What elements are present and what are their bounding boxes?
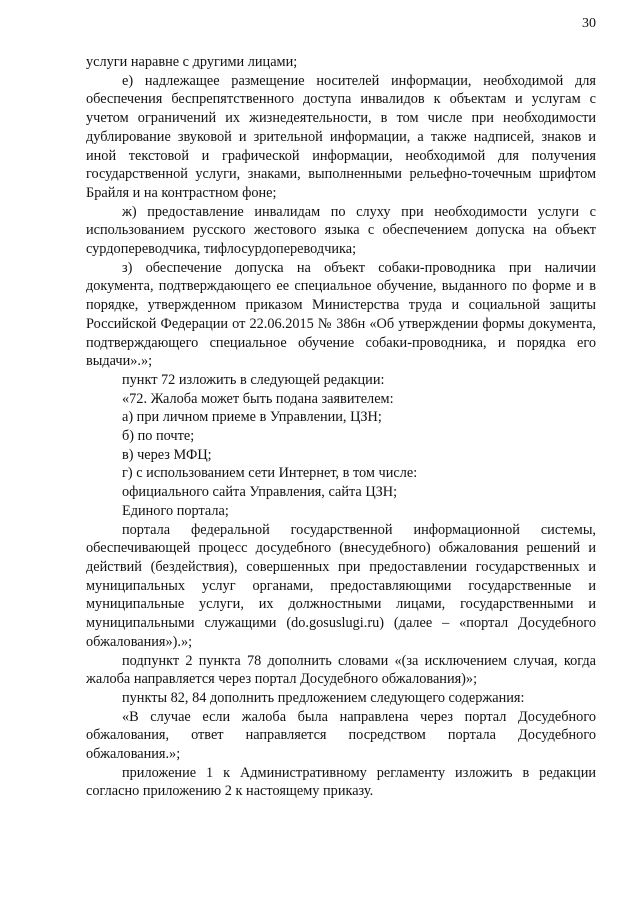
paragraph-72-federal-portal: портала федеральной государственной информационной системы, обеспечивающей процесс досудебного (внесудебного) обжалования решений и действий (бездействия), совершенных при предоставлении государственных и муниципальных услуг органами, предоставляющими государственные и муниципальные услуги, их должностными лицами, государственными и муниципальными служащими (do.gosuslugi.ru) (далее – «портал Досудебного обжалования»).»; xyxy=(86,521,596,650)
page-number: 30 xyxy=(582,16,596,31)
paragraph-72-single-portal: Единого портала; xyxy=(122,502,229,519)
paragraph-72-a: а) при личном приеме в Управлении, ЦЗН; xyxy=(122,409,382,426)
paragraph-amend-72: пункт 72 изложить в следующей редакции: xyxy=(122,371,385,388)
paragraph-item-z: з) обеспечение допуска на объект собаки-проводника при наличии документа, подтверждающего ее специальное обучение, выданного по форме и в порядке, утвержденном приказом Министерства труда и социальной защиты Российской Федерации от 22.06.2015 № 386н «Об утверждении формы документа, подтверждающего специальное обучение собаки-проводника, и порядка его выдачи».»; xyxy=(86,259,596,370)
paragraph-continuation: услуги наравне с другими лицами; xyxy=(86,54,298,70)
paragraph-72-b: б) по почте; xyxy=(122,428,195,445)
paragraph-amend-78: подпункт 2 пункта 78 дополнить словами «(за исключением случая, когда жалоба направляется через портал Досудебного обжалования)»; xyxy=(86,652,596,688)
paragraph-72-intro: «72. Жалоба может быть подана заявителем: xyxy=(122,390,394,407)
paragraph-72-g: г) с использованием сети Интернет, в том числе: xyxy=(122,465,418,482)
paragraph-82-84-text: «В случае если жалоба была направлена через портал Досудебного обжалования, ответ направляется посредством портала Досудебного обжалования.»; xyxy=(86,708,596,763)
document-body xyxy=(86,53,596,801)
paragraph-72-official-sites: официального сайта Управления, сайта ЦЗН; xyxy=(122,484,398,501)
paragraph-72-v: в) через МФЦ; xyxy=(122,446,212,463)
paragraph-item-zh: ж) предоставление инвалидам по слуху при необходимости услуги с использованием русского жестового языка с обеспечением допуска на объект сурдопереводчика, тифлосурдопереводчика; xyxy=(86,203,596,258)
paragraph-item-e: е) надлежащее размещение носителей информации, необходимой для обеспечения беспрепятственного доступа инвалидов к объектам и услугам с учетом ограничений их жизнедеятельности, в том числе при необходимости дублирование звуковой и зрительной информации, а также надписей, знаков и иной текстовой и графической информации, необходимой для получения государственной услуги, знаками, выполненными рельефно-точечным шрифтом Брайля и на контрастном фоне; xyxy=(86,72,596,201)
paragraph-amend-82-84: пункты 82, 84 дополнить предложением следующего содержания: xyxy=(122,689,525,706)
paragraph-appendix: приложение 1 к Административному регламенту изложить в редакции согласно приложению 2 к настоящему приказу. xyxy=(86,764,596,800)
